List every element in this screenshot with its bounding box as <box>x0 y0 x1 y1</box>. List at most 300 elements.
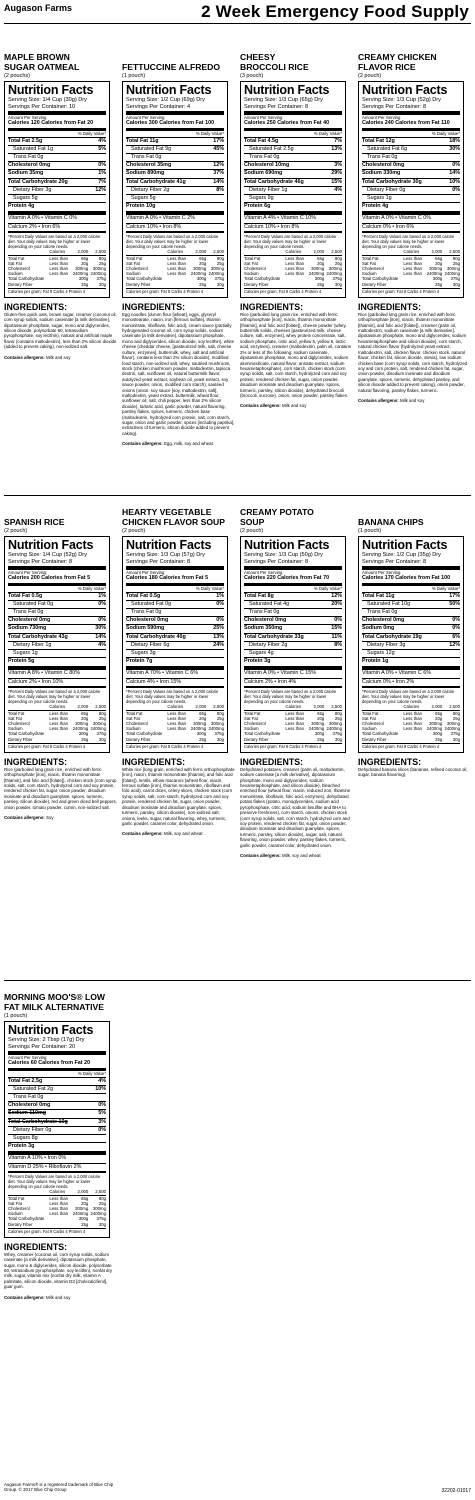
nutrient-row <box>362 153 460 161</box>
product-name-line: MAPLE BROWN <box>4 52 70 62</box>
nutrient-name-wrap <box>131 650 156 657</box>
nutrient-name: Sodium 890mg <box>126 170 165 177</box>
table-cell: Cholesterol <box>362 266 384 272</box>
table-cell: 2,000 <box>71 704 89 710</box>
nutrient-row <box>244 194 342 202</box>
table-cell: 25g <box>317 281 325 287</box>
table-cell: 2400mg <box>308 726 325 732</box>
table-cell: Total Carbohydrate <box>362 731 399 737</box>
table-cell: Less than <box>49 271 68 277</box>
table-cell: 30g <box>452 281 460 287</box>
calories-text: Calories 170 Calories from Fat 100 <box>362 575 451 582</box>
nutrient-name-wrap <box>126 138 159 145</box>
table-cell: 30g <box>452 736 460 742</box>
nutrient-name: Trans Fat 0g <box>249 154 280 160</box>
daily-value-header: % Daily Value* <box>244 585 342 592</box>
nutrient-row <box>244 137 342 145</box>
pouch-count: (2 pouchs) <box>4 73 30 79</box>
nutrient-name: Cholesterol 0mg <box>362 617 405 624</box>
calories-line <box>244 120 342 127</box>
daily-value-footnote: *Percent Daily Values are based on a 2,000 calorie diet. Your daily values may be higher or lower depending on your calorie needs. <box>126 688 219 705</box>
nutrient-name-wrap <box>13 650 38 657</box>
nutrient-row <box>362 202 460 210</box>
nutrition-facts-heading: Nutrition Facts <box>362 83 448 97</box>
table-cell: Less than <box>403 260 422 266</box>
nutrient-percent: 17% <box>449 592 460 599</box>
table-cell: Calories <box>285 249 306 255</box>
nutrient-name-wrap <box>131 642 169 649</box>
vitamin-text: Vitamin A 0% • Vitamin C 0% <box>8 215 78 222</box>
table-cell: Less than <box>49 721 68 727</box>
nutrient-percent: 0% <box>452 186 460 193</box>
table-cell: Sodium <box>362 726 377 732</box>
table-cell: 20g <box>199 260 207 266</box>
table-cell: 25g <box>98 1200 106 1206</box>
table-cell: 80g <box>98 1195 106 1201</box>
vitamin-row <box>126 215 224 222</box>
nutrient-name: Total Fat 0.5g <box>8 592 43 599</box>
nutrient-row <box>362 186 460 194</box>
nutrient-name: Total Carbohydrate 33g <box>244 633 304 640</box>
table-cell: 20g <box>435 715 443 721</box>
pouch-count: (2 pouch) <box>240 528 264 534</box>
nutrient-row <box>8 592 106 600</box>
product-name-line: BANANA CHIPS <box>358 517 424 527</box>
ingredients-heading: INGREDIENTS: <box>358 301 422 312</box>
table-cell: Sodium <box>8 1211 23 1217</box>
table-cell: Total Carbohydrate <box>8 731 45 737</box>
table-cell: Less than <box>403 721 422 727</box>
allergens-value: Milk, soy and wheat <box>281 852 321 858</box>
nutrient-percent: 10% <box>449 178 460 185</box>
table-row <box>244 282 342 287</box>
nutrient-name-wrap <box>13 1127 51 1134</box>
table-cell: Calories <box>167 249 188 255</box>
table-cell: 2,000 <box>307 249 325 255</box>
nutrient-percent: 0% <box>98 1126 106 1133</box>
nutrient-name: Sugars 8g <box>13 1135 38 1142</box>
nutrient-percent: 4% <box>98 137 106 144</box>
allergens-value: Milk and soy <box>281 403 307 409</box>
table-cell: 2,000 <box>189 249 207 255</box>
nutrient-name-wrap <box>367 642 405 649</box>
table-cell: Less than <box>403 710 422 716</box>
nutrient-name: Trans Fat 0g <box>13 609 44 615</box>
table-cell: 20g <box>317 260 325 266</box>
daily-value-table <box>126 704 224 741</box>
nutrition-facts-heading: Nutrition Facts <box>126 83 212 97</box>
nutrition-facts-heading: Nutrition Facts <box>8 538 94 552</box>
nutrient-name-wrap <box>8 634 68 641</box>
table-cell: Sat Fat <box>362 260 376 266</box>
nutrient-percent: 0% <box>452 625 460 632</box>
nutrient-name-wrap <box>249 187 287 194</box>
table-cell: Cholesterol <box>8 1206 30 1212</box>
calories-text: Calories 200 Calories from Fat 5 <box>8 575 91 582</box>
table-cell: Sat Fat <box>244 260 258 266</box>
nutrient-name-wrap <box>367 154 397 161</box>
nutrient-name-wrap <box>8 658 34 665</box>
calories-text: Calories 60 Calories from Fat 20 <box>8 1060 91 1067</box>
nutrient-row <box>244 153 342 161</box>
calories-line <box>126 575 224 582</box>
nutrient-percent: 45% <box>213 145 224 152</box>
daily-value-table <box>362 249 460 286</box>
daily-value-table <box>362 704 460 741</box>
nutrient-name: Total Carbohydrate 30g <box>362 178 422 185</box>
nutrient-row <box>8 641 106 649</box>
nutrient-percent: 13% <box>213 633 224 640</box>
nutrient-name: Saturated Fat 2.5g <box>249 145 294 152</box>
nutrient-row <box>244 169 342 177</box>
product-name-line: SUGAR OATMEAL <box>4 62 80 72</box>
nutrient-row <box>244 178 342 186</box>
product-name-line: CHEESY <box>240 52 276 62</box>
nutrient-name-wrap <box>244 162 289 169</box>
table-row <box>362 282 460 287</box>
nutrient-row <box>8 1101 106 1109</box>
table-cell: 2,000 <box>71 1189 89 1195</box>
nutrient-name: Saturated Fat 10g <box>367 600 411 607</box>
nutrient-name-wrap <box>249 146 294 153</box>
nutrient-name: Sugars 5g <box>13 195 38 202</box>
nutrient-name-wrap <box>249 609 279 616</box>
nutrient-row <box>8 633 106 641</box>
pouch-count: (1 pouch) <box>4 1013 28 1019</box>
table-cell: Sat Fat <box>244 715 258 721</box>
ingredients-text: Rice (parboiled long grain rice, enriched with ferric orthophosphate [iron], niacin, thiamin mononitrate [thiamin], and folic acid [folate]), chicken stock (corn syrup solids, salt, corn starch, hydrolyzed corn and soy protein, rendered chicken fat, sugar, onion powder, disodium inosinate and disodium guanylate, spices, turmeric, parsley, silicon dioxide), red and green diced bell peppers, onion powder, tomato powder, cumin, non-iodized salt. <box>4 766 117 810</box>
nutrient-name: Sodium 730mg <box>8 625 47 632</box>
table-cell: Sodium <box>126 726 141 732</box>
table-cell <box>285 282 306 287</box>
pouch-count: (2 pouch) <box>122 528 146 534</box>
nutrient-name: Sodium 350mg <box>244 625 283 632</box>
nutrient-percent: 20% <box>331 600 342 607</box>
nutrient-percent: 30% <box>449 145 460 152</box>
nutrient-row <box>8 1134 106 1142</box>
nutrient-name: Total Fat 8g <box>244 592 274 599</box>
allergens-line <box>4 815 117 820</box>
nutrient-percent: 12% <box>449 641 460 648</box>
table-cell: Sat Fat <box>362 715 376 721</box>
table-cell: 300g <box>78 276 89 282</box>
nutrient-row <box>362 633 460 641</box>
nutrient-name: Total Carbohydrate 40g <box>126 633 186 640</box>
table-cell: Less than <box>403 271 422 277</box>
table-cell: 80g <box>98 710 106 716</box>
product-column <box>4 50 117 360</box>
table-cell: Dietary Fiber <box>244 281 269 287</box>
nutrition-facts-panel <box>4 81 110 298</box>
nutrient-name: Sodium 110mg <box>8 1110 47 1117</box>
table-cell: 25g <box>216 260 224 266</box>
medium-rule <box>8 231 106 233</box>
nutrient-row <box>8 1142 106 1150</box>
vitamin-row <box>126 678 224 686</box>
nutrient-name-wrap <box>13 1094 43 1101</box>
daily-value-footnote: *Percent Daily Values are based on a 2,000 calorie diet. Your daily values may be higher or lower depending on your calorie needs. <box>362 688 455 705</box>
ingredients-heading: INGREDIENTS: <box>4 301 68 312</box>
allergens-value: Milk, soy and wheat <box>163 831 203 837</box>
table-cell <box>167 282 188 287</box>
daily-value-footnote: *Percent Daily Values are based on a 2,000 calorie diet. Your daily values may be higher or lower depending on your calorie needs. <box>244 688 337 705</box>
nutrient-name-wrap <box>362 634 422 641</box>
nutrient-name: Sodium 330mg <box>362 170 401 177</box>
table-cell: 300mg <box>75 721 89 727</box>
nutrition-facts-heading: Nutrition Facts <box>8 1023 94 1037</box>
nutrient-row <box>244 657 342 665</box>
serving-size: Serving Size: 1/3 Cup (50g) Dry <box>244 552 323 558</box>
table-cell: 375g <box>214 276 224 282</box>
table-row <box>244 737 342 742</box>
vitamin-row <box>244 678 342 686</box>
table-cell: 80g <box>334 255 342 261</box>
table-cell: Total Fat <box>362 255 379 261</box>
medium-rule <box>8 686 106 688</box>
nutrient-name-wrap <box>131 154 161 161</box>
vitamin-row <box>8 670 106 677</box>
table-cell: Sodium <box>244 271 259 277</box>
table-cell: 2,500 <box>88 249 106 255</box>
table-cell: 300g <box>314 276 325 282</box>
nutrient-name: Cholesterol 0mg <box>126 617 169 624</box>
servings-per-container: Servings Per Container: 8 <box>8 558 73 565</box>
calories-per-gram: Calories per gram: Fat 9 Carbs 4 Protein 4 <box>126 743 224 750</box>
table-cell: 300mg <box>446 721 460 727</box>
product-row-1 <box>4 50 471 490</box>
table-cell: 2,500 <box>442 249 460 255</box>
nutrient-name: Total Fat 2.5g <box>8 1077 43 1084</box>
table-cell: 65g <box>81 1195 89 1201</box>
vitamin-text: Vitamin A 10% • Iron 0% <box>8 1155 67 1162</box>
calories-text: Calories 220 Calories from Fat 70 <box>244 575 330 582</box>
table-cell: 30g <box>98 281 106 287</box>
table-cell <box>403 737 424 742</box>
nutrient-name: Sodium 35mg <box>8 170 44 177</box>
nutrient-row <box>362 649 460 657</box>
nutrient-percent: 0% <box>98 600 106 607</box>
ingredients-text: Gluten-free quick oats, brown sugar, creamer (coconut oil, corn syrup solids, sodium caseinate [a milk derivative], dipotassium phosphate, sugar, mono and diglycerides, silicon dioxide, polysorbate 60, tetrasodium pyrophosphate, soy lecithin), natural and artificial maple flavor (contains maltodextrin), less than 2% silicon dioxide (added to prevent caking), non-iodized salt. <box>4 311 117 350</box>
table-cell: Total Fat <box>8 1195 25 1201</box>
table-cell: Cholesterol <box>244 721 266 727</box>
nutrient-name: Total Carbohydrate 19g <box>362 633 422 640</box>
table-cell: 300mg <box>210 721 224 727</box>
vitamin-row <box>8 678 106 686</box>
ingredients-heading: INGREDIENTS: <box>358 756 422 767</box>
nutrient-percent: 15% <box>331 625 342 632</box>
vitamin-text: Calcium 10% • Iron 8% <box>244 223 300 230</box>
vitamin-text: Calcium 0% • Iron 6% <box>362 223 415 230</box>
product-name <box>358 50 471 72</box>
vitamin-row <box>362 670 460 677</box>
nutrient-name: Dietary Fiber 2g <box>131 186 170 193</box>
table-cell: 65g <box>435 255 443 261</box>
nutrient-name-wrap <box>131 146 171 153</box>
nutrient-percent: 10% <box>95 1085 106 1092</box>
table-cell: 25g <box>334 260 342 266</box>
daily-value-table <box>244 704 342 741</box>
ingredients-heading: INGREDIENTS: <box>240 756 304 767</box>
nutrient-percent: 0% <box>452 617 460 624</box>
table-cell: 80g <box>216 710 224 716</box>
nutrient-name-wrap <box>244 170 282 177</box>
amount-per-serving: Amount Per Serving <box>126 115 165 121</box>
nutrient-name: Protein 6g <box>244 203 271 210</box>
nutrient-row <box>244 649 342 657</box>
amount-per-serving: Amount Per Serving <box>8 1055 47 1061</box>
nutrient-percent: 4% <box>98 1077 106 1084</box>
pouch-count: (1 pouch) <box>122 73 146 79</box>
table-cell: 30g <box>334 281 342 287</box>
table-row <box>8 1222 106 1227</box>
table-cell: Less than <box>403 255 422 261</box>
nutrient-row <box>362 178 460 186</box>
nutrient-name: Sodium 690mg <box>244 170 283 177</box>
product-name-line: FETTUCCINE ALFREDO <box>122 62 221 72</box>
table-cell: Cholesterol <box>8 721 30 727</box>
nutrient-name-wrap <box>8 625 46 632</box>
nutrient-row <box>8 649 106 657</box>
nutrient-percent: 3% <box>334 162 342 169</box>
nutrient-row <box>126 153 224 161</box>
table-row <box>126 282 224 287</box>
nutrient-name: Sugars 1g <box>367 195 392 202</box>
nutrition-facts-panel <box>358 536 464 753</box>
nutrient-row <box>126 633 224 641</box>
nutrient-name: Trans Fat 0g <box>367 154 398 160</box>
table-cell: 20g <box>81 715 89 721</box>
table-cell: 300mg <box>429 266 443 272</box>
vitamin-text: Vitamin A 4% • Vitamin C 10% <box>244 215 317 222</box>
nutrient-percent: 1% <box>98 170 106 177</box>
serving-size: Serving Size: 1/4 Cup (52g) Dry <box>8 552 87 558</box>
table-cell: 65g <box>199 255 207 261</box>
nutrition-facts-heading: Nutrition Facts <box>244 83 330 97</box>
allergens-line <box>122 441 235 446</box>
table-cell: 300mg <box>311 266 325 272</box>
amount-per-serving: Amount Per Serving <box>8 570 47 576</box>
ingredients-heading: INGREDIENTS: <box>122 756 186 767</box>
servings-per-container: Servings Per Container: 8 <box>362 103 427 110</box>
nutrient-row <box>126 145 224 153</box>
table-cell: 300mg <box>446 266 460 272</box>
nutrient-name-wrap <box>362 617 404 624</box>
table-cell: 20g <box>199 715 207 721</box>
nutrient-row <box>8 600 106 608</box>
table-cell: 375g <box>96 1216 106 1222</box>
table-cell: 300g <box>196 276 207 282</box>
table-cell: 300g <box>196 731 207 737</box>
nutrient-row <box>126 649 224 657</box>
calories-per-gram: Calories per gram: Fat 9 Carbs 4 Protein 4 <box>244 288 342 295</box>
nutrient-percent: 3% <box>98 1118 106 1125</box>
nutrient-row <box>8 608 106 616</box>
table-cell: 30g <box>216 281 224 287</box>
nutrient-percent: 1% <box>216 592 224 599</box>
medium-rule <box>244 686 342 688</box>
nutrient-percent: 24% <box>213 641 224 648</box>
table-cell: Less than <box>285 255 304 261</box>
allergens-label: Contains allergens: <box>122 441 163 447</box>
ingredients-text: Egg noodles (durum flour [wheat], eggs, glyceryl monostearate, niacin, iron [ferrous sulfate], thiamin mononitrate, riboflavin, folic acid), cream sauce (partially hydrogenated coconut oil, corn syrup solids, sodium caseinate [a milk derivative], dipotassium phosphate, mono and diglycerides, silicon dioxide, soy lecithin), white cheese (cheddar cheese, [pasteurized milk, salt, cheese culture, enzymes], buttermilk, whey, salt and artificial flavor), contains less than 2% silicon dioxide), modified food starch, non-iodized salt, whey, sautéed mushroom, stock (chicken mushroom powder, maltodextrin, tapioca dextrin, salt, sunflower oil, natural buttermilk flavor, autolyzed yeast extract, soybean oil, yeast extract, soy sauce powder, onion, modified corn starch), sautéed onions (onion, soy sauce [soy, maltodextrin, salt], maltodextrin, yeast extract, buttermilk, wheat flour, sunflower oil, salt, chili pepper, less than 2% silicon dioxide), tartaric acid, garlic powder, natural flavoring, parsley flakes, spices, turmeric, chicken base (maltodextrin, hydrolyzed corn protein, salt, corn starch, sugar, onion and garlic powder, spices [including paprika], extractives of turmeric, silicon dioxide added to prevent caking). <box>122 311 235 436</box>
table-row <box>8 282 106 287</box>
table-cell: Sodium <box>126 271 141 277</box>
table-cell: Less than <box>49 255 68 261</box>
table-cell: 2,500 <box>324 249 342 255</box>
serving-size: Serving Size: 1/2 Cup (35g) Dry <box>362 552 441 558</box>
table-cell: 300mg <box>328 721 342 727</box>
nutrient-name: Saturated Fat 4g <box>249 600 290 607</box>
pouch-count: (2 pouch) <box>4 528 28 534</box>
nutrient-row <box>362 145 460 153</box>
ingredients-text: Rice (parboiled long grain rice, enriched with ferric orthophosphate [iron], niacin, thiamin mononitrate [thiamin], and folic acid [folate]), cheese powder (whey, buttermilk solids, cheeses [pasteurized milk, cheese culture, salt, enzymes], whey protein concentrate, salt, sodium phosphate, citric acid, yellow 5, yellow 6, lactic acid, enzymes), creamer (maltodextrin, palm oil, contains 2% or less of the following: sodium caseinate, dipotassium phosphate, mono and diglycerides, sodium aluminosilicate, natural flavor, annatto extract, sodium hexametaphosphate), corn starch, chicken stock (corn syrup solids, salt, corn starch, hydrolyzed corn and soy protein, rendered chicken fat, sugar, onion powder, disodium inosinate and disodium guanylate, spices, turmeric, parsley, silicon dioxide), dehydrated broccoli (broccoli, sucrose), onion, onion powder, parsley flakes. <box>240 311 352 398</box>
table-cell: 300mg <box>311 721 325 727</box>
calories-line <box>8 1060 106 1067</box>
product-column <box>358 50 471 403</box>
servings-per-container: Servings Per Container: 8 <box>362 558 427 565</box>
table-cell: 25g <box>317 736 325 742</box>
nutrient-name-wrap <box>244 203 270 210</box>
nutrient-row <box>362 641 460 649</box>
nutrient-row <box>126 657 224 665</box>
table-cell: 300mg <box>75 1206 89 1212</box>
table-cell: Total Carbohydrate <box>126 276 163 282</box>
table-cell: 2,000 <box>71 249 89 255</box>
nutrient-name-wrap <box>362 658 388 665</box>
table-cell: Total Carbohydrate <box>8 276 45 282</box>
nutrient-name: Cholesterol 10mg <box>244 162 290 169</box>
table-cell: Total Fat <box>126 710 143 716</box>
nutrient-name-wrap <box>244 625 282 632</box>
calories-line <box>8 120 106 127</box>
table-cell: Total Fat <box>362 710 379 716</box>
nutrient-row <box>8 1126 106 1134</box>
table-cell: 25g <box>98 260 106 266</box>
nutrient-name: Saturated Fat 6g <box>367 145 408 152</box>
vitamin-text: Calcium 2% • Iron 10% <box>8 678 64 685</box>
nutrient-percent: 25% <box>213 625 224 632</box>
table-cell: 2,500 <box>88 704 106 710</box>
table-cell: 25g <box>199 281 207 287</box>
servings-per-container: Servings Per Container: 20 <box>8 1043 76 1050</box>
nutrient-percent: 12% <box>213 162 224 169</box>
nutrient-row <box>244 186 342 194</box>
product-name <box>122 50 235 72</box>
table-cell: 300mg <box>429 721 443 727</box>
table-cell: Less than <box>403 266 422 272</box>
medium-rule <box>244 231 342 233</box>
nutrient-percent: 7% <box>334 137 342 144</box>
table-cell: 300mg <box>92 1206 106 1212</box>
nutrient-name-wrap <box>126 617 168 624</box>
nutrient-percent: 0% <box>98 162 106 169</box>
nutrient-name-wrap <box>249 154 279 161</box>
nutrient-name: Cholesterol 0mg <box>8 1102 51 1109</box>
table-cell: 20g <box>317 715 325 721</box>
nutrient-row <box>126 592 224 600</box>
table-cell: Less than <box>49 710 68 716</box>
nutrient-name-wrap <box>8 138 42 145</box>
servings-per-container: Servings Per Container: 8 <box>244 103 309 110</box>
table-cell: 30g <box>334 736 342 742</box>
nutrient-percent: 50% <box>449 600 460 607</box>
nutrient-row <box>244 592 342 600</box>
nutrient-percent: 17% <box>213 137 224 144</box>
nutrient-name-wrap <box>362 162 404 169</box>
nutrient-name: Dietary Fiber 0g <box>367 186 406 193</box>
vitamin-text: Calcium 4% • Iron 15% <box>126 678 182 685</box>
product-name-line: FLAVOR RICE <box>358 62 416 72</box>
